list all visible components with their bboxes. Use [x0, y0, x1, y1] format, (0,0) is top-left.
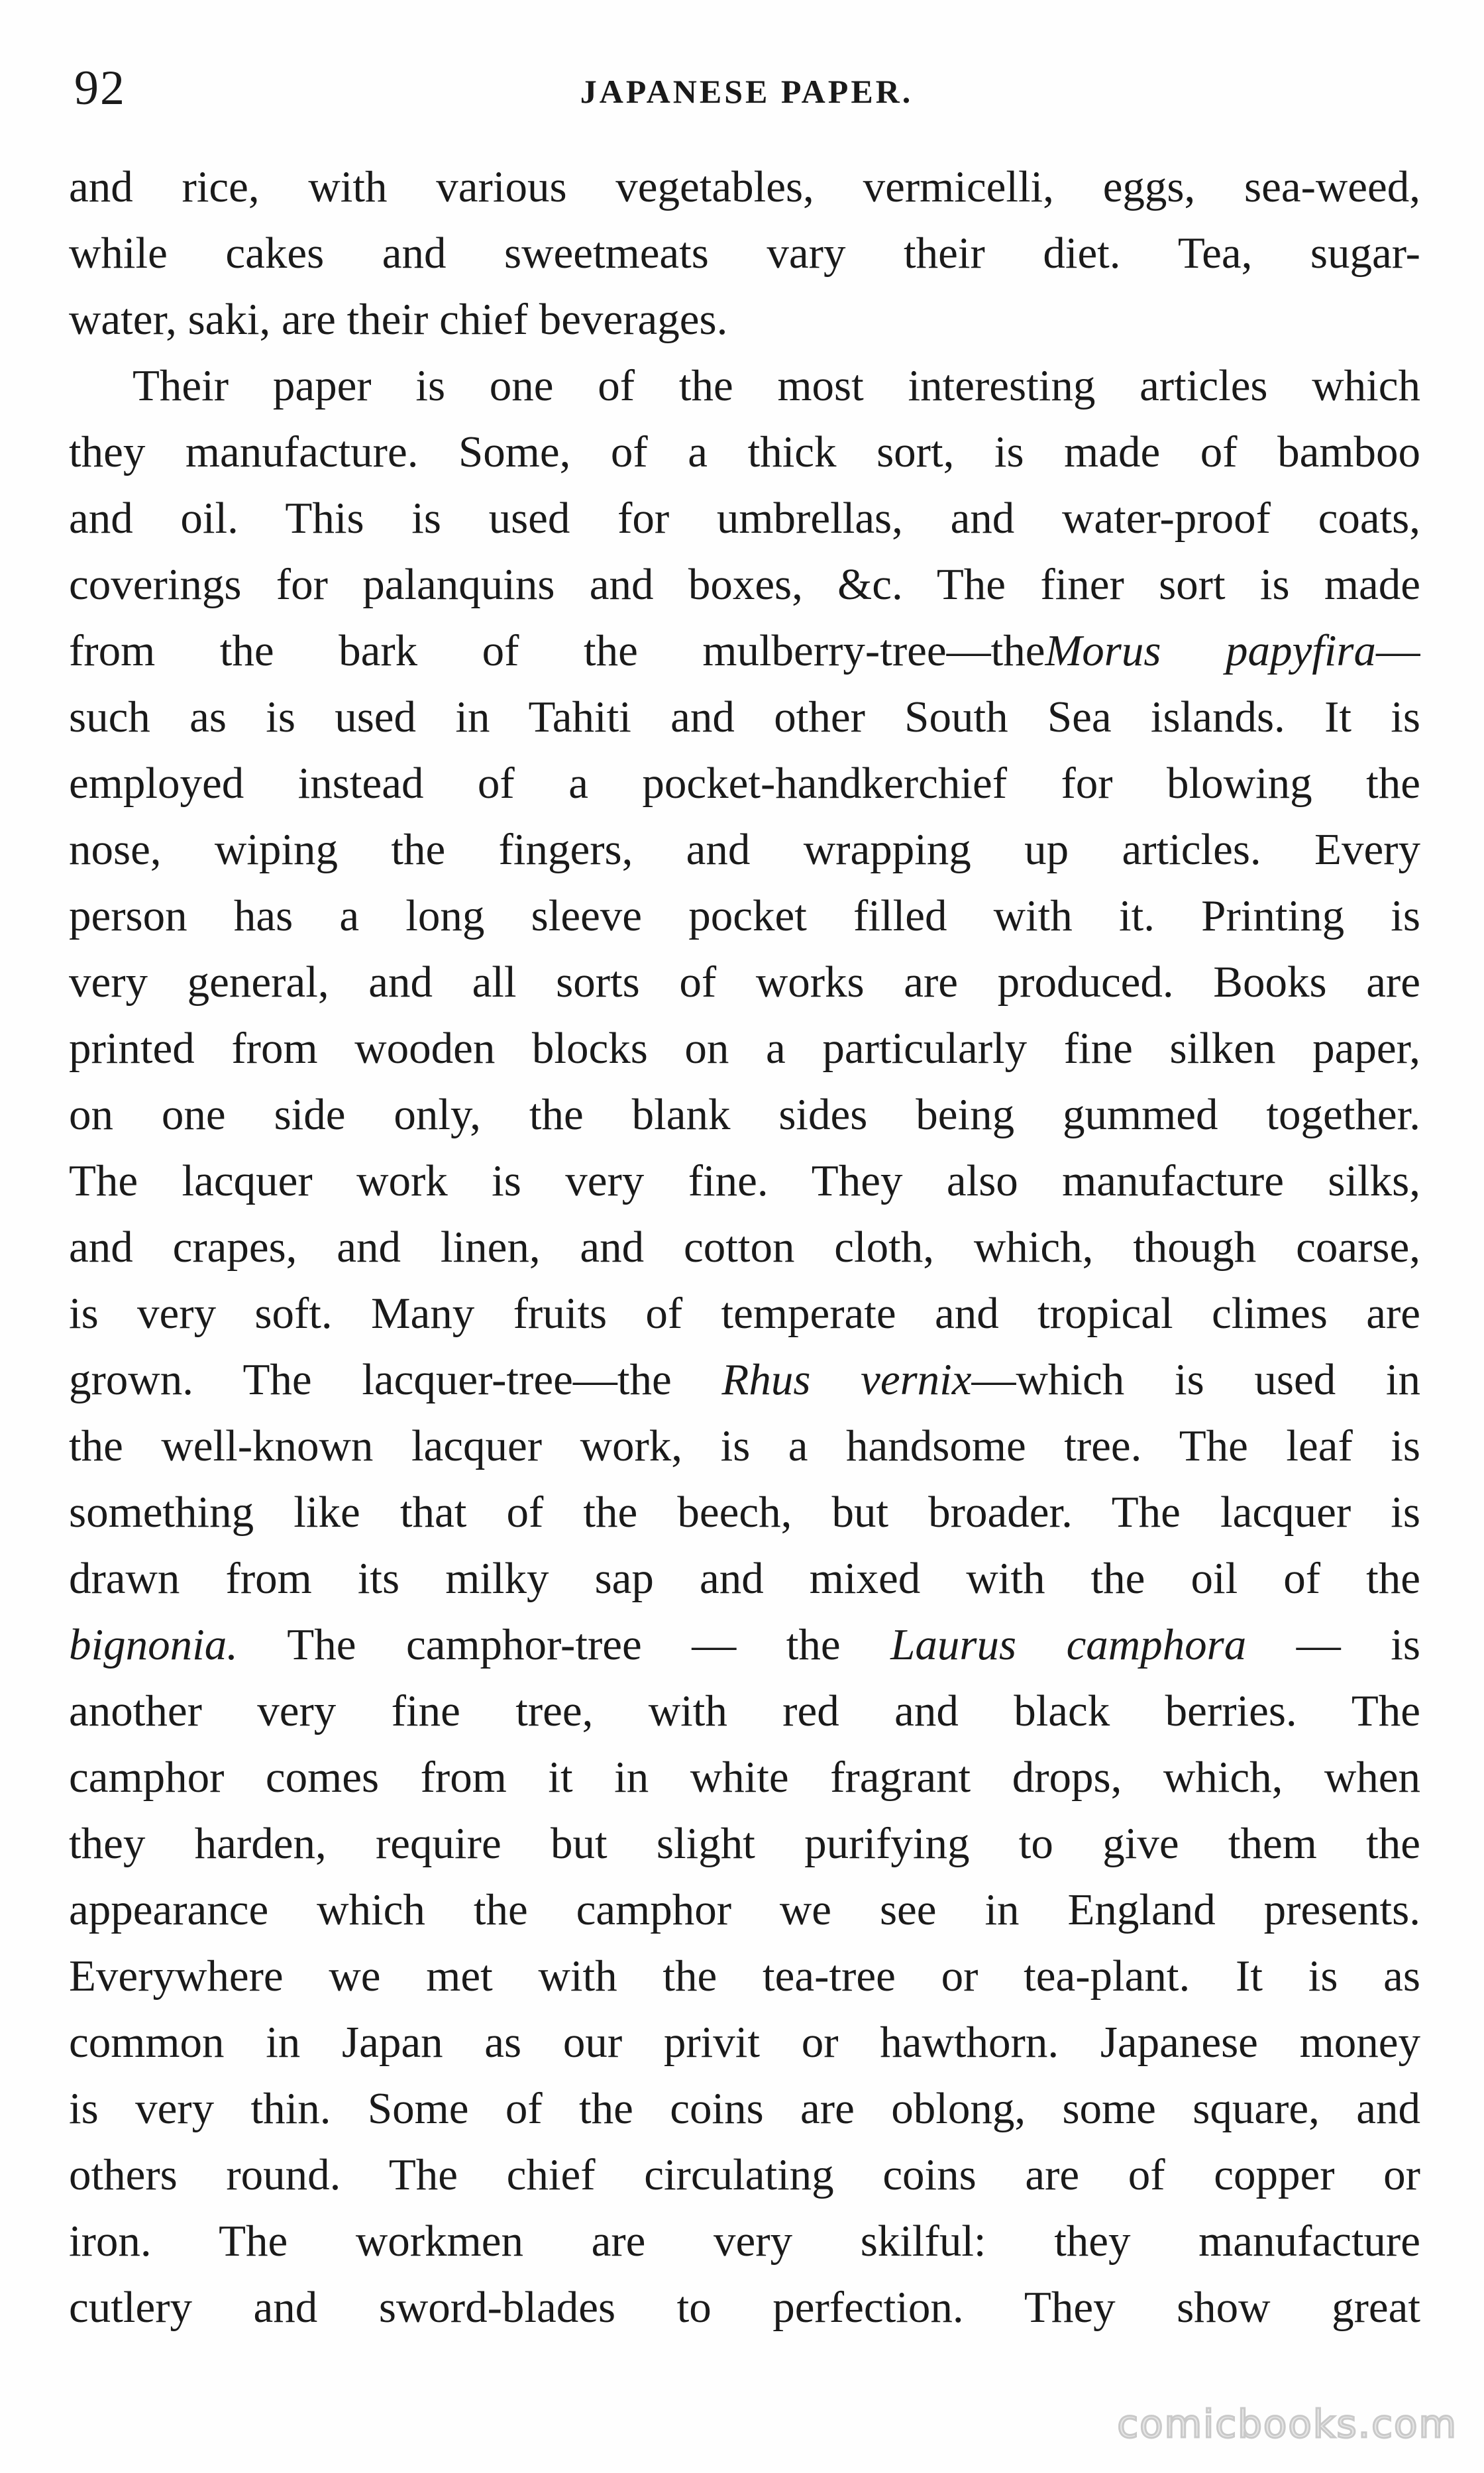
text-line: on one side only, the blank sides being gummed together.	[69, 1090, 1420, 1139]
text-line: very general, and all sorts of works are produced. Books are	[69, 958, 1420, 1007]
watermark: comicbooks.com	[1117, 2401, 1458, 2446]
text-line: nose, wiping the fingers, and wrapping up articles. Every	[69, 825, 1420, 874]
text-line-with-italic	[69, 618, 1420, 684]
text-line: and crapes, and linen, and cotton cloth, which, though coarse,	[69, 1223, 1420, 1272]
text-line: they harden, require but slight purifying to give them the	[69, 1819, 1420, 1868]
text-line: and rice, with various vegetables, vermicelli, eggs, sea-weed,	[69, 162, 1420, 211]
text-line: they manufacture. Some, of a thick sort, is made of bamboo	[69, 427, 1420, 476]
text-line: appearance which the camphor we see in England presents.	[69, 1885, 1420, 1934]
italic-term: Morus papyfira	[1045, 626, 1377, 675]
page-number: 92	[74, 61, 126, 115]
text-line: while cakes and sweetmeats vary their diet. Tea, sugar-	[69, 229, 1420, 278]
text-line: others round. The chief circulating coins are of copper or	[69, 2150, 1420, 2199]
paragraph-first-line: Their paper is one of the most interesting articles which	[132, 361, 1420, 410]
text-line: iron. The workmen are very skilful: they manufacture	[69, 2217, 1420, 2266]
text-line: drawn from its milky sap and mixed with the oil of the	[69, 1554, 1420, 1603]
text-run: —which is used in	[971, 1355, 1420, 1404]
text-run: — is	[1246, 1620, 1420, 1669]
text-line: is very thin. Some of the coins are oblong, some square, and	[69, 2084, 1420, 2133]
text-line: water, saki, are their chief beverages.	[69, 295, 728, 344]
text-line: common in Japan as our privit or hawthorn. Japanese money	[69, 2018, 1420, 2067]
running-head	[74, 52, 1419, 125]
text-line: coverings for palanquins and boxes, &c. The finer sort is made	[69, 560, 1420, 609]
body-text	[69, 154, 1420, 2340]
running-title: JAPANESE PAPER.	[580, 73, 914, 110]
text-line: something like that of the beech, but broader. The lacquer is	[69, 1488, 1420, 1537]
text-line: cutlery and sword-blades to perfection. They show great	[69, 2283, 1420, 2332]
text-line: Everywhere we met with the tea-tree or tea-plant. It is as	[69, 1951, 1420, 2001]
text-line: The lacquer work is very fine. They also manufacture silks,	[69, 1156, 1420, 1205]
text-line: camphor comes from it in white fragrant drops, which, when	[69, 1753, 1420, 1802]
text-line: such as is used in Tahiti and other South Sea islands. It is	[69, 692, 1420, 742]
text-run: from the bark of the mulberry-tree—the	[69, 626, 1045, 675]
text-line-with-italic	[69, 1612, 1420, 1678]
text-line: is very soft. Many fruits of temperate and tropical climes are	[69, 1289, 1420, 1338]
text-line-with-italic	[69, 1346, 1420, 1413]
text-line: another very fine tree, with red and black berries. The	[69, 1686, 1420, 1735]
italic-term: bignonia.	[69, 1620, 238, 1669]
italic-term: Laurus camphora	[890, 1620, 1247, 1669]
text-line: the well-known lacquer work, is a handsome tree. The leaf is	[69, 1421, 1420, 1470]
text-run: The camphor-tree — the	[237, 1620, 891, 1669]
text-run: grown. The lacquer-tree—the	[69, 1355, 672, 1404]
text-line: person has a long sleeve pocket filled with it. Printing is	[69, 891, 1420, 940]
text-line: and oil. This is used for umbrellas, and water-proof coats,	[69, 494, 1420, 543]
text-run: —	[1376, 626, 1420, 675]
text-line: employed instead of a pocket-handkerchief for blowing the	[69, 759, 1420, 808]
italic-term: Rhus vernix	[721, 1355, 972, 1404]
text-line: printed from wooden blocks on a particularly fine silken paper,	[69, 1024, 1420, 1073]
